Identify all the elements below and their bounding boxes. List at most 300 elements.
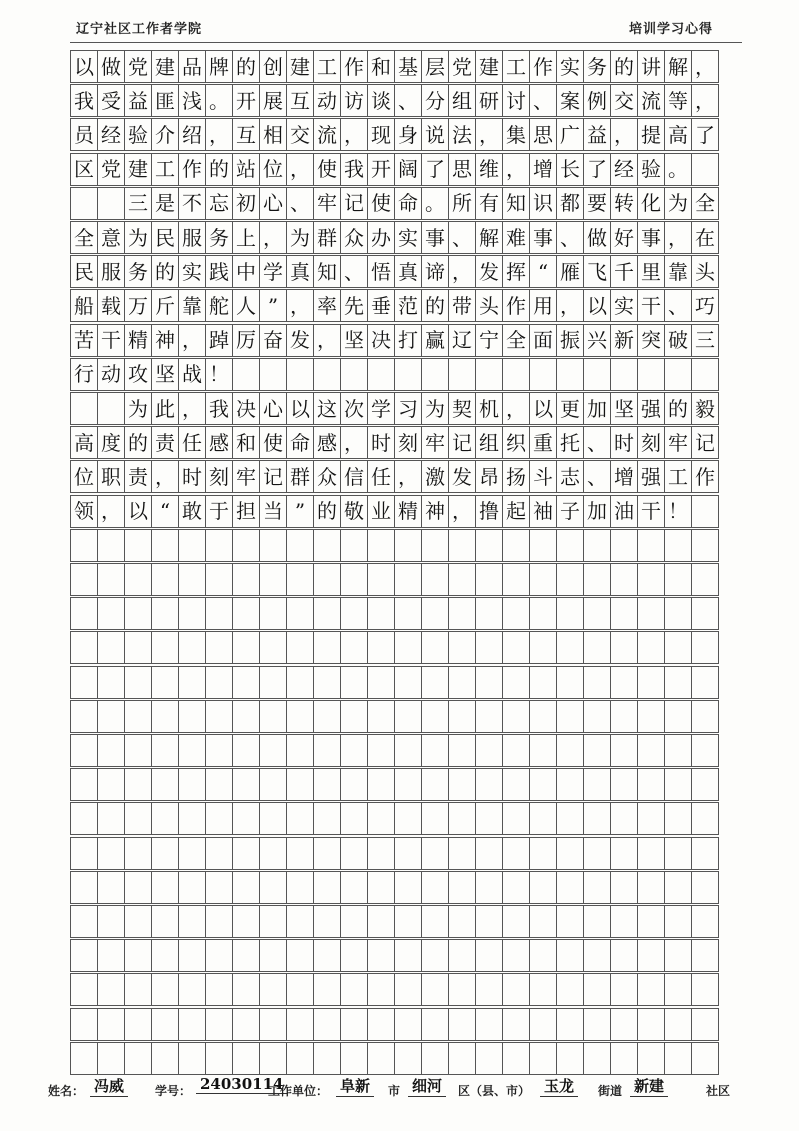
grid-cell: 精	[394, 495, 422, 528]
grid-cell	[448, 768, 476, 801]
footer-info	[0, 1075, 799, 1108]
grid-cell: 位	[70, 460, 98, 493]
grid-cell: 新	[610, 324, 638, 357]
grid-cell	[691, 768, 719, 801]
grid-cell	[70, 666, 98, 699]
grid-cell	[205, 802, 233, 835]
grid-row	[70, 1042, 742, 1075]
grid-cell	[97, 871, 125, 904]
grid-cell	[664, 768, 692, 801]
grid-cell: 事	[529, 221, 557, 254]
grid-cell	[259, 563, 287, 596]
grid-cell: 面	[529, 324, 557, 357]
grid-cell	[124, 597, 152, 630]
grid-cell	[232, 802, 260, 835]
grid-cell: 神	[421, 495, 449, 528]
grid-cell	[313, 973, 341, 1006]
grid-cell: 交	[286, 118, 314, 151]
grid-cell	[583, 837, 611, 870]
grid-cell: 更	[556, 392, 584, 425]
grid-cell	[70, 802, 98, 835]
grid-cell	[124, 563, 152, 596]
grid-cell: 真	[286, 255, 314, 288]
grid-cell	[448, 905, 476, 938]
grid-cell: 毅	[691, 392, 719, 425]
grid-cell: 。	[664, 153, 692, 186]
grid-cell: 群	[286, 460, 314, 493]
grid-cell	[124, 905, 152, 938]
grid-cell: 品	[178, 50, 206, 83]
grid-cell	[367, 802, 395, 835]
grid-cell: 厉	[232, 324, 260, 357]
grid-cell: 经	[610, 153, 638, 186]
grid-cell	[70, 871, 98, 904]
grid-cell	[178, 700, 206, 733]
grid-cell	[475, 1008, 503, 1041]
city-value: 阜新	[336, 1075, 374, 1097]
grid-row	[70, 529, 742, 562]
grid-cell	[610, 666, 638, 699]
grid-cell	[421, 837, 449, 870]
grid-cell	[556, 837, 584, 870]
grid-cell	[610, 529, 638, 562]
grid-cell: 加	[583, 392, 611, 425]
grid-cell: 巧	[691, 289, 719, 322]
grid-cell: ，	[313, 324, 341, 357]
grid-cell: 动	[313, 84, 341, 117]
grid-cell	[610, 837, 638, 870]
grid-cell	[340, 734, 368, 767]
grid-row	[70, 631, 742, 664]
grid-cell: 牢	[313, 187, 341, 220]
grid-cell	[691, 905, 719, 938]
grid-cell	[502, 529, 530, 562]
grid-cell: 任	[367, 460, 395, 493]
grid-cell	[367, 563, 395, 596]
grid-cell	[529, 1042, 557, 1075]
grid-cell	[448, 939, 476, 972]
grid-cell	[556, 597, 584, 630]
grid-row	[70, 289, 742, 322]
grid-cell: 中	[232, 255, 260, 288]
grid-cell	[448, 871, 476, 904]
grid-cell: 为	[664, 187, 692, 220]
grid-cell: ，	[151, 460, 179, 493]
grid-cell: 我	[70, 84, 98, 117]
grid-cell	[205, 666, 233, 699]
grid-cell	[448, 802, 476, 835]
grid-cell	[394, 666, 422, 699]
grid-cell	[502, 700, 530, 733]
grid-cell: 袖	[529, 495, 557, 528]
grid-cell	[259, 1008, 287, 1041]
grid-cell	[475, 358, 503, 391]
grid-cell	[583, 358, 611, 391]
grid-cell: 契	[448, 392, 476, 425]
grid-cell	[664, 734, 692, 767]
grid-cell	[421, 358, 449, 391]
grid-cell	[583, 563, 611, 596]
grid-cell: 实	[178, 255, 206, 288]
grid-cell: 宁	[475, 324, 503, 357]
grid-cell	[421, 939, 449, 972]
grid-cell	[394, 1042, 422, 1075]
grid-cell	[367, 529, 395, 562]
grid-cell: 全	[502, 324, 530, 357]
grid-cell	[556, 1008, 584, 1041]
grid-cell: ，	[448, 495, 476, 528]
grid-cell	[610, 802, 638, 835]
grid-cell	[556, 563, 584, 596]
grid-cell: 头	[691, 255, 719, 288]
grid-cell	[124, 1042, 152, 1075]
grid-cell	[232, 1008, 260, 1041]
grid-cell	[421, 734, 449, 767]
grid-cell: ”	[259, 289, 287, 322]
grid-cell	[421, 973, 449, 1006]
grid-cell: 不	[178, 187, 206, 220]
grid-cell: 交	[610, 84, 638, 117]
grid-cell: 作	[340, 50, 368, 83]
grid-row	[70, 837, 742, 870]
grid-cell	[394, 529, 422, 562]
grid-cell	[286, 768, 314, 801]
grid-cell: 行	[70, 358, 98, 391]
grid-cell	[97, 392, 125, 425]
grid-cell	[367, 1042, 395, 1075]
grid-cell	[367, 768, 395, 801]
grid-cell	[394, 973, 422, 1006]
grid-cell	[475, 597, 503, 630]
grid-cell	[421, 1008, 449, 1041]
grid-cell: 转	[610, 187, 638, 220]
grid-cell: 决	[232, 392, 260, 425]
grid-cell	[340, 768, 368, 801]
grid-cell	[313, 563, 341, 596]
grid-row	[70, 187, 742, 220]
grid-cell	[394, 358, 422, 391]
grid-cell	[151, 1042, 179, 1075]
grid-cell: 研	[475, 84, 503, 117]
grid-cell	[124, 837, 152, 870]
grid-cell	[502, 563, 530, 596]
grid-cell	[124, 631, 152, 664]
grid-cell: 战	[178, 358, 206, 391]
grid-cell: 作	[691, 460, 719, 493]
grid-cell: 长	[556, 153, 584, 186]
grid-cell: 验	[637, 153, 665, 186]
grid-cell: 群	[313, 221, 341, 254]
grid-cell	[232, 597, 260, 630]
grid-cell	[529, 734, 557, 767]
grid-cell	[286, 734, 314, 767]
grid-row	[70, 84, 742, 117]
grid-cell: ，	[178, 324, 206, 357]
grid-cell: 谛	[421, 255, 449, 288]
grid-cell	[151, 905, 179, 938]
grid-cell	[367, 939, 395, 972]
grid-cell	[232, 529, 260, 562]
grid-cell: 牢	[421, 426, 449, 459]
grid-cell	[394, 802, 422, 835]
grid-cell	[313, 905, 341, 938]
grid-cell	[97, 631, 125, 664]
grid-cell	[664, 871, 692, 904]
grid-cell: 敬	[340, 495, 368, 528]
grid-cell	[259, 905, 287, 938]
grid-cell: 载	[97, 289, 125, 322]
grid-cell	[313, 358, 341, 391]
grid-cell	[286, 973, 314, 1006]
grid-cell: 服	[178, 221, 206, 254]
grid-row	[70, 1008, 742, 1041]
grid-cell	[556, 939, 584, 972]
grid-cell	[70, 631, 98, 664]
grid-cell	[529, 358, 557, 391]
grid-cell: 的	[151, 255, 179, 288]
grid-cell: 斤	[151, 289, 179, 322]
grid-cell: 众	[340, 221, 368, 254]
grid-cell	[178, 734, 206, 767]
grid-cell	[340, 563, 368, 596]
grid-cell: 当	[259, 495, 287, 528]
grid-cell	[70, 563, 98, 596]
grid-cell	[610, 734, 638, 767]
community-value: 新建	[630, 1075, 668, 1097]
grid-cell	[151, 631, 179, 664]
name-value: 冯威	[90, 1075, 128, 1097]
grid-cell	[205, 871, 233, 904]
grid-cell	[475, 939, 503, 972]
grid-cell: 例	[583, 84, 611, 117]
grid-cell: 位	[259, 153, 287, 186]
grid-cell: 基	[394, 50, 422, 83]
grid-cell: 为	[124, 221, 152, 254]
grid-cell: 心	[259, 187, 287, 220]
grid-cell: ，	[394, 460, 422, 493]
grid-cell: 区	[70, 153, 98, 186]
grid-cell: ，	[286, 153, 314, 186]
grid-cell	[637, 700, 665, 733]
grid-cell: 务	[205, 221, 233, 254]
grid-cell: 增	[529, 153, 557, 186]
grid-cell	[637, 734, 665, 767]
grid-cell: 、	[394, 84, 422, 117]
grid-cell: 头	[475, 289, 503, 322]
grid-cell: 强	[637, 460, 665, 493]
grid-row	[70, 255, 742, 288]
grid-cell	[286, 1008, 314, 1041]
grid-cell	[502, 802, 530, 835]
grid-cell	[691, 666, 719, 699]
grid-cell: 流	[637, 84, 665, 117]
grid-cell	[205, 768, 233, 801]
grid-cell: 于	[205, 495, 233, 528]
grid-cell	[637, 563, 665, 596]
grid-cell	[340, 529, 368, 562]
grid-cell: 刻	[205, 460, 233, 493]
grid-row	[70, 871, 742, 904]
grid-cell: 益	[124, 84, 152, 117]
grid-cell: 和	[367, 50, 395, 83]
grid-cell	[97, 768, 125, 801]
grid-cell: 实	[556, 50, 584, 83]
grid-cell: 的	[610, 50, 638, 83]
grid-cell: 斗	[529, 460, 557, 493]
grid-cell	[691, 597, 719, 630]
grid-cell: 刻	[637, 426, 665, 459]
grid-cell	[637, 631, 665, 664]
grid-cell	[394, 837, 422, 870]
grid-cell	[691, 153, 719, 186]
grid-cell	[475, 631, 503, 664]
grid-cell	[583, 1008, 611, 1041]
page-header	[0, 0, 799, 48]
grid-cell: ，	[691, 84, 719, 117]
grid-cell	[124, 768, 152, 801]
grid-cell	[178, 802, 206, 835]
grid-cell	[259, 802, 287, 835]
grid-cell: 用	[529, 289, 557, 322]
grid-cell: 刻	[394, 426, 422, 459]
grid-cell: 了	[583, 153, 611, 186]
grid-cell	[556, 973, 584, 1006]
grid-cell	[367, 973, 395, 1006]
grid-cell: 思	[529, 118, 557, 151]
grid-cell	[151, 597, 179, 630]
grid-row	[70, 358, 742, 391]
grid-cell: 做	[97, 50, 125, 83]
grid-cell	[232, 358, 260, 391]
grid-row	[70, 153, 742, 186]
grid-cell	[97, 597, 125, 630]
grid-cell: 舵	[205, 289, 233, 322]
grid-cell: 高	[664, 118, 692, 151]
grid-cell	[448, 837, 476, 870]
grid-cell: 扬	[502, 460, 530, 493]
grid-row	[70, 426, 742, 459]
grid-cell: 解	[664, 50, 692, 83]
community-suffix: 社区	[706, 1084, 731, 1098]
grid-cell: 知	[313, 255, 341, 288]
grid-cell: 打	[394, 324, 422, 357]
grid-cell	[583, 734, 611, 767]
grid-cell	[205, 734, 233, 767]
grid-cell: 集	[502, 118, 530, 151]
grid-cell: 务	[124, 255, 152, 288]
grid-cell: 增	[610, 460, 638, 493]
grid-cell	[691, 939, 719, 972]
grid-cell	[583, 973, 611, 1006]
grid-cell: 领	[70, 495, 98, 528]
grid-cell: 、	[286, 187, 314, 220]
grid-cell	[421, 768, 449, 801]
grid-cell	[421, 597, 449, 630]
grid-cell	[664, 905, 692, 938]
grid-row	[70, 905, 742, 938]
grid-cell: 昂	[475, 460, 503, 493]
grid-cell: 志	[556, 460, 584, 493]
grid-cell: 开	[232, 84, 260, 117]
grid-cell: 所	[448, 187, 476, 220]
grid-cell	[610, 973, 638, 1006]
grid-cell: 等	[664, 84, 692, 117]
grid-cell	[367, 666, 395, 699]
grid-cell	[259, 358, 287, 391]
grid-cell	[259, 631, 287, 664]
grid-cell	[583, 631, 611, 664]
grid-cell	[340, 597, 368, 630]
grid-cell: 谈	[367, 84, 395, 117]
grid-cell	[529, 802, 557, 835]
grid-cell: 子	[556, 495, 584, 528]
grid-cell	[70, 187, 98, 220]
grid-cell: 命	[394, 187, 422, 220]
grid-cell: 时	[610, 426, 638, 459]
grid-cell: 、	[583, 426, 611, 459]
grid-cell	[691, 700, 719, 733]
grid-cell: 发	[286, 324, 314, 357]
grid-cell	[286, 939, 314, 972]
grid-cell	[178, 1008, 206, 1041]
grid-cell: 介	[151, 118, 179, 151]
grid-cell: 度	[97, 426, 125, 459]
grid-cell	[313, 631, 341, 664]
grid-cell: 苦	[70, 324, 98, 357]
grid-cell: 以	[124, 495, 152, 528]
grid-cell	[178, 563, 206, 596]
grid-cell: 说	[421, 118, 449, 151]
grid-cell: 工	[313, 50, 341, 83]
grid-cell: 服	[97, 255, 125, 288]
grid-cell	[637, 1042, 665, 1075]
student-id-label: 学号：	[155, 1084, 192, 1098]
grid-cell: 发	[475, 255, 503, 288]
grid-cell: 是	[151, 187, 179, 220]
grid-cell: 飞	[583, 255, 611, 288]
grid-cell: 高	[70, 426, 98, 459]
grid-cell	[340, 871, 368, 904]
grid-cell	[610, 768, 638, 801]
grid-cell: 好	[610, 221, 638, 254]
grid-cell: 讲	[637, 50, 665, 83]
grid-cell	[556, 358, 584, 391]
district-value: 细河	[408, 1075, 446, 1097]
grid-cell	[286, 871, 314, 904]
grid-cell	[232, 631, 260, 664]
grid-cell	[97, 1042, 125, 1075]
grid-cell	[97, 905, 125, 938]
grid-cell	[664, 1008, 692, 1041]
grid-cell: 都	[556, 187, 584, 220]
grid-cell: 托	[556, 426, 584, 459]
grid-cell: 使	[313, 153, 341, 186]
grid-cell: 广	[556, 118, 584, 151]
grid-cell: 党	[124, 50, 152, 83]
grid-cell	[556, 871, 584, 904]
grid-cell	[124, 802, 152, 835]
grid-cell	[286, 529, 314, 562]
name-label: 姓名：	[48, 1084, 85, 1098]
grid-cell	[205, 973, 233, 1006]
grid-cell: 互	[232, 118, 260, 151]
grid-cell	[583, 871, 611, 904]
grid-cell	[259, 939, 287, 972]
grid-cell	[691, 358, 719, 391]
grid-cell: ，	[340, 118, 368, 151]
grid-cell: 使	[367, 187, 395, 220]
grid-cell	[394, 734, 422, 767]
